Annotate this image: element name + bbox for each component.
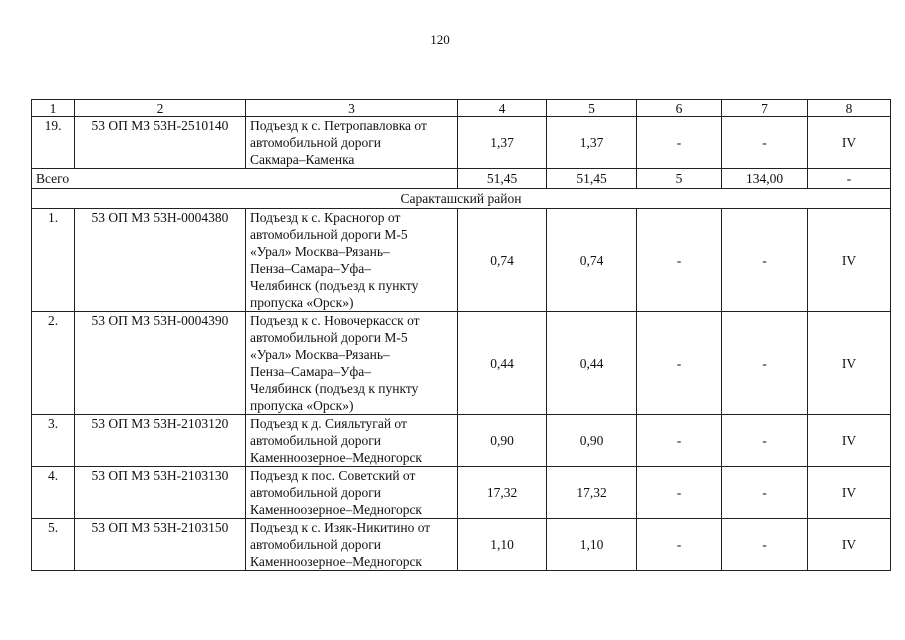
road-name-line: автомобильной дороги bbox=[250, 537, 381, 552]
road-category: IV bbox=[808, 312, 891, 415]
value-col-7: - bbox=[722, 415, 808, 467]
value-col-5: 17,32 bbox=[547, 467, 637, 519]
row-number: 3. bbox=[32, 415, 75, 467]
table-row bbox=[32, 467, 891, 519]
road-code: 53 ОП МЗ 53Н-2103120 bbox=[75, 415, 246, 467]
road-name-line: Челябинск (подъезд к пункту bbox=[250, 381, 419, 396]
road-name-line: Каменноозерное–Медногорск bbox=[250, 450, 422, 465]
road-code: 53 ОП МЗ 53Н-0004380 bbox=[75, 209, 246, 312]
table-row bbox=[32, 415, 891, 467]
road-name bbox=[246, 312, 458, 415]
header-cell: 6 bbox=[637, 100, 722, 117]
total-col-8: - bbox=[808, 169, 891, 189]
row-number: 19. bbox=[32, 117, 75, 169]
value-col-6: - bbox=[637, 467, 722, 519]
table-row bbox=[32, 117, 891, 169]
table-row bbox=[32, 312, 891, 415]
road-name bbox=[246, 467, 458, 519]
road-category: IV bbox=[808, 209, 891, 312]
road-name-line: пропуска «Орск») bbox=[250, 398, 354, 413]
road-name bbox=[246, 209, 458, 312]
road-name-line: Каменноозерное–Медногорск bbox=[250, 502, 422, 517]
value-col-6: - bbox=[637, 117, 722, 169]
road-name-line: Сакмара–Каменка bbox=[250, 152, 355, 167]
row-number: 1. bbox=[32, 209, 75, 312]
road-name bbox=[246, 415, 458, 467]
value-col-7: - bbox=[722, 519, 808, 571]
road-name-line: Подъезд к д. Сияльтугай от bbox=[250, 416, 407, 431]
road-code: 53 ОП МЗ 53Н-0004390 bbox=[75, 312, 246, 415]
road-name-line: автомобильной дороги bbox=[250, 135, 381, 150]
table-header-row bbox=[32, 100, 891, 117]
road-name-line: автомобильной дороги М-5 bbox=[250, 227, 408, 242]
road-name-line: Подъезд к с. Красногор от bbox=[250, 210, 401, 225]
road-name-line: Каменноозерное–Медногорск bbox=[250, 554, 422, 569]
header-cell: 3 bbox=[246, 100, 458, 117]
value-col-6: - bbox=[637, 415, 722, 467]
value-col-5: 0,44 bbox=[547, 312, 637, 415]
district-title: Саракташский район bbox=[32, 189, 891, 209]
header-cell: 4 bbox=[458, 100, 547, 117]
road-name-line: автомобильной дороги bbox=[250, 485, 381, 500]
road-name-line: пропуска «Орск») bbox=[250, 295, 354, 310]
value-col-4: 17,32 bbox=[458, 467, 547, 519]
header-cell: 5 bbox=[547, 100, 637, 117]
road-name-line: Подъезд к пос. Советский от bbox=[250, 468, 416, 483]
road-code: 53 ОП МЗ 53Н-2510140 bbox=[75, 117, 246, 169]
row-number: 2. bbox=[32, 312, 75, 415]
road-name-line: Подъезд к с. Изяк-Никитино от bbox=[250, 520, 431, 535]
total-col-5: 51,45 bbox=[547, 169, 637, 189]
total-row bbox=[32, 169, 891, 189]
district-row bbox=[32, 189, 891, 209]
header-cell: 8 bbox=[808, 100, 891, 117]
road-name bbox=[246, 519, 458, 571]
value-col-7: - bbox=[722, 209, 808, 312]
road-name-line: автомобильной дороги М-5 bbox=[250, 330, 408, 345]
roads-table bbox=[31, 99, 891, 571]
road-name-line: Подъезд к с. Петропавловка от bbox=[250, 118, 427, 133]
value-col-4: 0,90 bbox=[458, 415, 547, 467]
value-col-7: - bbox=[722, 117, 808, 169]
value-col-6: - bbox=[637, 209, 722, 312]
value-col-4: 0,44 bbox=[458, 312, 547, 415]
road-code: 53 ОП МЗ 53Н-2103150 bbox=[75, 519, 246, 571]
road-category: IV bbox=[808, 415, 891, 467]
road-name-line: автомобильной дороги bbox=[250, 433, 381, 448]
value-col-7: - bbox=[722, 312, 808, 415]
road-name-line: «Урал» Москва–Рязань– bbox=[250, 244, 390, 259]
total-label: Всего bbox=[32, 169, 458, 189]
total-col-6: 5 bbox=[637, 169, 722, 189]
road-code: 53 ОП МЗ 53Н-2103130 bbox=[75, 467, 246, 519]
page-number: 120 bbox=[430, 32, 450, 47]
road-category: IV bbox=[808, 467, 891, 519]
value-col-5: 0,74 bbox=[547, 209, 637, 312]
value-col-5: 1,10 bbox=[547, 519, 637, 571]
road-name-line: Пенза–Самара–Уфа– bbox=[250, 364, 372, 379]
road-name-line: Подъезд к с. Новочеркасск от bbox=[250, 313, 420, 328]
value-col-4: 1,10 bbox=[458, 519, 547, 571]
road-category: IV bbox=[808, 117, 891, 169]
row-number: 4. bbox=[32, 467, 75, 519]
road-name bbox=[246, 117, 458, 169]
road-name-line: «Урал» Москва–Рязань– bbox=[250, 347, 390, 362]
table-row bbox=[32, 209, 891, 312]
header-cell: 1 bbox=[32, 100, 75, 117]
total-col-7: 134,00 bbox=[722, 169, 808, 189]
row-number: 5. bbox=[32, 519, 75, 571]
header-cell: 2 bbox=[75, 100, 246, 117]
value-col-6: - bbox=[637, 519, 722, 571]
value-col-7: - bbox=[722, 467, 808, 519]
total-col-4: 51,45 bbox=[458, 169, 547, 189]
value-col-5: 1,37 bbox=[547, 117, 637, 169]
road-name-line: Пенза–Самара–Уфа– bbox=[250, 261, 372, 276]
value-col-4: 0,74 bbox=[458, 209, 547, 312]
value-col-4: 1,37 bbox=[458, 117, 547, 169]
road-category: IV bbox=[808, 519, 891, 571]
value-col-6: - bbox=[637, 312, 722, 415]
value-col-5: 0,90 bbox=[547, 415, 637, 467]
header-cell: 7 bbox=[722, 100, 808, 117]
road-name-line: Челябинск (подъезд к пункту bbox=[250, 278, 419, 293]
table-row bbox=[32, 519, 891, 571]
